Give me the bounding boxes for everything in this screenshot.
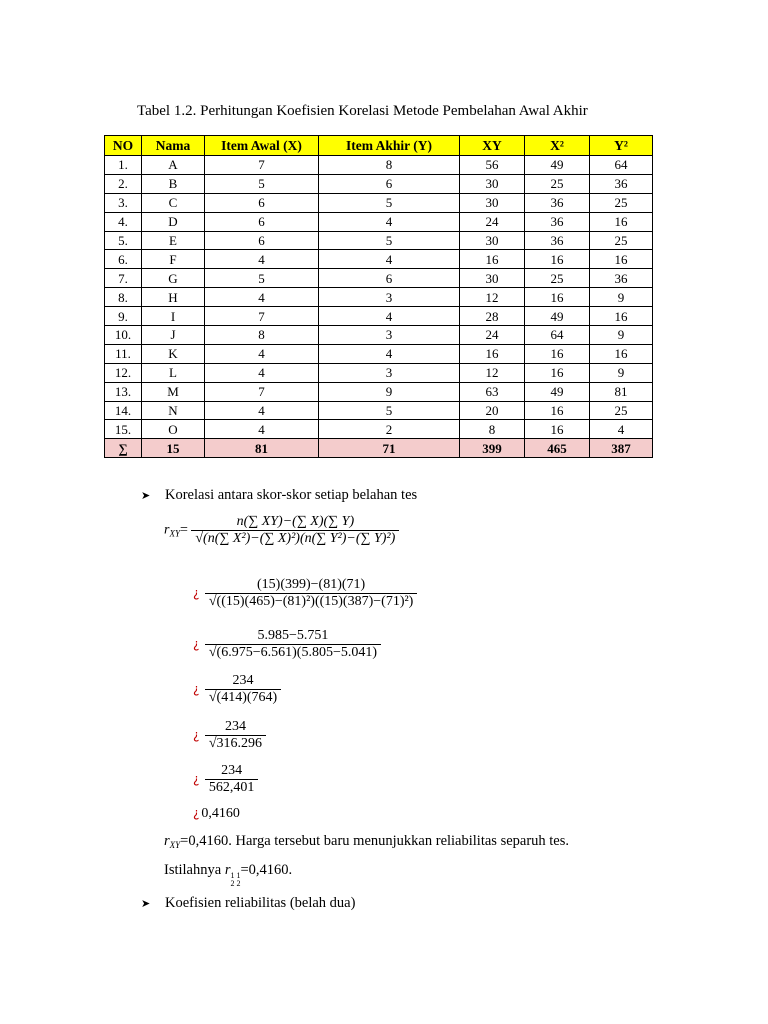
table-cell: 49: [525, 382, 590, 401]
table-cell: 6.: [105, 250, 142, 269]
total-cell: 387: [590, 439, 653, 458]
total-cell: ∑: [105, 439, 142, 458]
table-cell: 16: [590, 344, 653, 363]
paragraph-r2-sub: [230, 872, 240, 888]
paragraph-r-sub: XY: [169, 840, 181, 850]
header-item-awal: Item Awal (X): [205, 136, 319, 156]
table-cell: 5: [319, 193, 460, 212]
table-cell: 2.: [105, 174, 142, 193]
step-3-numerator: 234: [232, 673, 254, 688]
step-3-fraction: [205, 673, 281, 706]
step-1-fraction: [205, 577, 417, 610]
table-cell: 9: [590, 363, 653, 382]
bullet-text: Korelasi antara skor-skor setiap belahan tes: [165, 487, 418, 503]
table-cell: 3.: [105, 193, 142, 212]
table-cell: 13.: [105, 382, 142, 401]
step-4-numerator: 234: [224, 719, 246, 734]
table-cell: 2: [319, 420, 460, 439]
table-cell: 3: [319, 363, 460, 382]
header-item-akhir: Item Akhir (Y): [319, 136, 460, 156]
table-cell: L: [142, 363, 205, 382]
table-cell: 9.: [105, 307, 142, 326]
table-cell: 6: [205, 193, 319, 212]
formula-step-2: [193, 628, 381, 661]
step-4-fraction: [205, 719, 266, 752]
table-cell: 9: [590, 326, 653, 345]
table-cell: 6: [319, 269, 460, 288]
table-cell: 3: [319, 288, 460, 307]
table-cell: E: [142, 231, 205, 250]
table-cell: 4: [205, 288, 319, 307]
table-cell: 49: [525, 156, 590, 175]
table-cell: N: [142, 401, 205, 420]
table-cell: 8: [205, 326, 319, 345]
table-row: [105, 193, 653, 212]
paragraph-text: . Harga tersebut baru menunjukkan reliabilitas separuh tes.: [228, 833, 570, 849]
table-cell: 12: [460, 288, 525, 307]
table-cell: 36: [525, 231, 590, 250]
table-row: [105, 288, 653, 307]
table-cell: J: [142, 326, 205, 345]
table-caption: Tabel 1.2. Perhitungan Koefisien Korelasi Metode Pembelahan Awal Akhir: [137, 103, 588, 119]
table-cell: 7: [205, 382, 319, 401]
table-cell: 36: [525, 193, 590, 212]
table-cell: 5: [205, 269, 319, 288]
result-paragraph-line2: [164, 862, 658, 888]
table-cell: 16: [525, 288, 590, 307]
formula-result: [193, 806, 240, 822]
table-cell: G: [142, 269, 205, 288]
table-cell: 25: [590, 193, 653, 212]
formula-eq: =: [179, 522, 188, 538]
table-row: [105, 363, 653, 382]
paragraph-line2-value: =0,4160: [240, 862, 289, 878]
table-row: [105, 231, 653, 250]
step-5-denominator: 562,401: [205, 779, 259, 796]
table-cell: 30: [460, 269, 525, 288]
table-cell: D: [142, 212, 205, 231]
table-row: [105, 250, 653, 269]
table-cell: 49: [525, 307, 590, 326]
paragraph-line2-prefix: Istilahnya: [164, 862, 222, 878]
table-cell: 36: [590, 174, 653, 193]
step-1-denominator: √((15)(465)−(81)²)((15)(387)−(71)²): [205, 593, 417, 610]
table-cell: 5.: [105, 231, 142, 250]
step-marker: ¿: [193, 681, 200, 696]
step-marker: ¿: [193, 806, 200, 820]
step-1-numerator: (15)(399)−(81)(71): [257, 577, 366, 592]
formula-fraction: [191, 514, 399, 547]
bullet-text: Koefisien reliabilitas (belah dua): [165, 895, 356, 911]
table-cell: 24: [460, 326, 525, 345]
formula-step-5: [193, 763, 258, 796]
sub-bottom: 2 2: [230, 879, 241, 888]
table-cell: 4: [205, 250, 319, 269]
table-row: [105, 326, 653, 345]
table-cell: 30: [460, 193, 525, 212]
table-cell: 16: [590, 250, 653, 269]
formula-step-3: [193, 673, 281, 706]
table-cell: 4: [205, 344, 319, 363]
table-cell: C: [142, 193, 205, 212]
table-cell: 4: [590, 420, 653, 439]
header-nama: Nama: [142, 136, 205, 156]
table-cell: 4.: [105, 212, 142, 231]
header-xy: XY: [460, 136, 525, 156]
table-cell: I: [142, 307, 205, 326]
step-2-denominator: √(6.975−6.561)(5.805−5.041): [205, 644, 381, 661]
bullet-reliability: [141, 895, 355, 912]
formula-numerator: n(∑ XY)−(∑ X)(∑ Y): [236, 514, 355, 529]
table-cell: F: [142, 250, 205, 269]
table-cell: B: [142, 174, 205, 193]
paragraph-r: r: [164, 833, 170, 849]
table-cell: 16: [525, 250, 590, 269]
table-row: [105, 382, 653, 401]
formula-lhs: r: [164, 522, 170, 538]
table-cell: 64: [590, 156, 653, 175]
table-cell: H: [142, 288, 205, 307]
table-cell: 6: [319, 174, 460, 193]
table-cell: 16: [460, 250, 525, 269]
table-total-row: [105, 439, 653, 458]
table-cell: 81: [590, 382, 653, 401]
table-cell: 4: [205, 363, 319, 382]
table-cell: 28: [460, 307, 525, 326]
table-cell: K: [142, 344, 205, 363]
step-marker: ¿: [193, 771, 200, 786]
formula-step-4: [193, 719, 266, 752]
table-cell: 11.: [105, 344, 142, 363]
table-cell: 25: [525, 269, 590, 288]
table-cell: 4: [319, 212, 460, 231]
table-row: [105, 401, 653, 420]
formula-step-1: [193, 577, 417, 610]
paragraph-line2-end: .: [288, 862, 293, 878]
step-5-fraction: [205, 763, 259, 796]
table-cell: 16: [525, 401, 590, 420]
step-4-denominator: √316.296: [205, 735, 266, 752]
result-paragraph: [164, 833, 658, 850]
step-2-fraction: [205, 628, 381, 661]
table-cell: 16: [525, 420, 590, 439]
correlation-table: [104, 135, 653, 458]
table-cell: O: [142, 420, 205, 439]
table-cell: 7: [205, 307, 319, 326]
total-cell: 465: [525, 439, 590, 458]
table-cell: 7.: [105, 269, 142, 288]
table-cell: 5: [319, 401, 460, 420]
table-cell: 25: [590, 401, 653, 420]
table-row: [105, 344, 653, 363]
total-cell: 71: [319, 439, 460, 458]
formula-denominator: √(n(∑ X²)−(∑ X)²)(n(∑ Y²)−(∑ Y)²): [191, 530, 399, 547]
table-cell: 24: [460, 212, 525, 231]
table-row: [105, 420, 653, 439]
sub-top: 1 1: [230, 871, 241, 880]
table-cell: 16: [525, 344, 590, 363]
table-row: [105, 174, 653, 193]
table-row: [105, 307, 653, 326]
table-cell: 30: [460, 174, 525, 193]
table-cell: 9: [319, 382, 460, 401]
table-row: [105, 156, 653, 175]
step-marker: ¿: [193, 636, 200, 651]
table-cell: 3: [319, 326, 460, 345]
table-cell: 63: [460, 382, 525, 401]
table-cell: 36: [525, 212, 590, 231]
table-cell: 5: [205, 174, 319, 193]
table-header-row: [105, 136, 653, 156]
table-cell: 8.: [105, 288, 142, 307]
table-cell: 1.: [105, 156, 142, 175]
arrow-bullet-icon: ➤: [141, 897, 151, 910]
arrow-bullet-icon: ➤: [141, 489, 151, 502]
step-5-numerator: 234: [221, 763, 243, 778]
table-cell: 56: [460, 156, 525, 175]
table-cell: 25: [525, 174, 590, 193]
step-3-denominator: √(414)(764): [205, 689, 281, 706]
table-cell: 16: [590, 307, 653, 326]
header-no: NO: [105, 136, 142, 156]
step-marker: ¿: [193, 585, 200, 600]
table-cell: 14.: [105, 401, 142, 420]
table-cell: 12: [460, 363, 525, 382]
table-cell: 16: [460, 344, 525, 363]
table-cell: 30: [460, 231, 525, 250]
table-cell: 12.: [105, 363, 142, 382]
table-cell: 64: [525, 326, 590, 345]
table-cell: 8: [460, 420, 525, 439]
table-cell: 6: [205, 231, 319, 250]
header-y2: Y²: [590, 136, 653, 156]
formula-lhs-sub: XY: [169, 528, 180, 539]
total-cell: 399: [460, 439, 525, 458]
table-cell: 16: [590, 212, 653, 231]
table-cell: 4: [319, 344, 460, 363]
total-cell: 15: [142, 439, 205, 458]
table-cell: 25: [590, 231, 653, 250]
table-cell: 4: [205, 420, 319, 439]
table-cell: 20: [460, 401, 525, 420]
table-row: [105, 212, 653, 231]
table-cell: A: [142, 156, 205, 175]
table-cell: 9: [590, 288, 653, 307]
table-cell: 4: [319, 250, 460, 269]
table-cell: 6: [205, 212, 319, 231]
bullet-correlation: [141, 487, 417, 504]
table-cell: 7: [205, 156, 319, 175]
table-cell: 15.: [105, 420, 142, 439]
header-x2: X²: [525, 136, 590, 156]
paragraph-value: =0,4160: [180, 833, 229, 849]
table-cell: 4: [319, 307, 460, 326]
result-value: 0,4160: [201, 806, 240, 821]
step-2-numerator: 5.985−5.751: [257, 628, 329, 643]
table-cell: 16: [525, 363, 590, 382]
table-cell: 4: [205, 401, 319, 420]
table-cell: M: [142, 382, 205, 401]
table-cell: 10.: [105, 326, 142, 345]
table-row: [105, 269, 653, 288]
table-cell: 8: [319, 156, 460, 175]
total-cell: 81: [205, 439, 319, 458]
table-cell: 5: [319, 231, 460, 250]
correlation-formula: [164, 514, 399, 547]
step-marker: ¿: [193, 727, 200, 742]
table-cell: 36: [590, 269, 653, 288]
paragraph-r2: r: [224, 862, 231, 878]
